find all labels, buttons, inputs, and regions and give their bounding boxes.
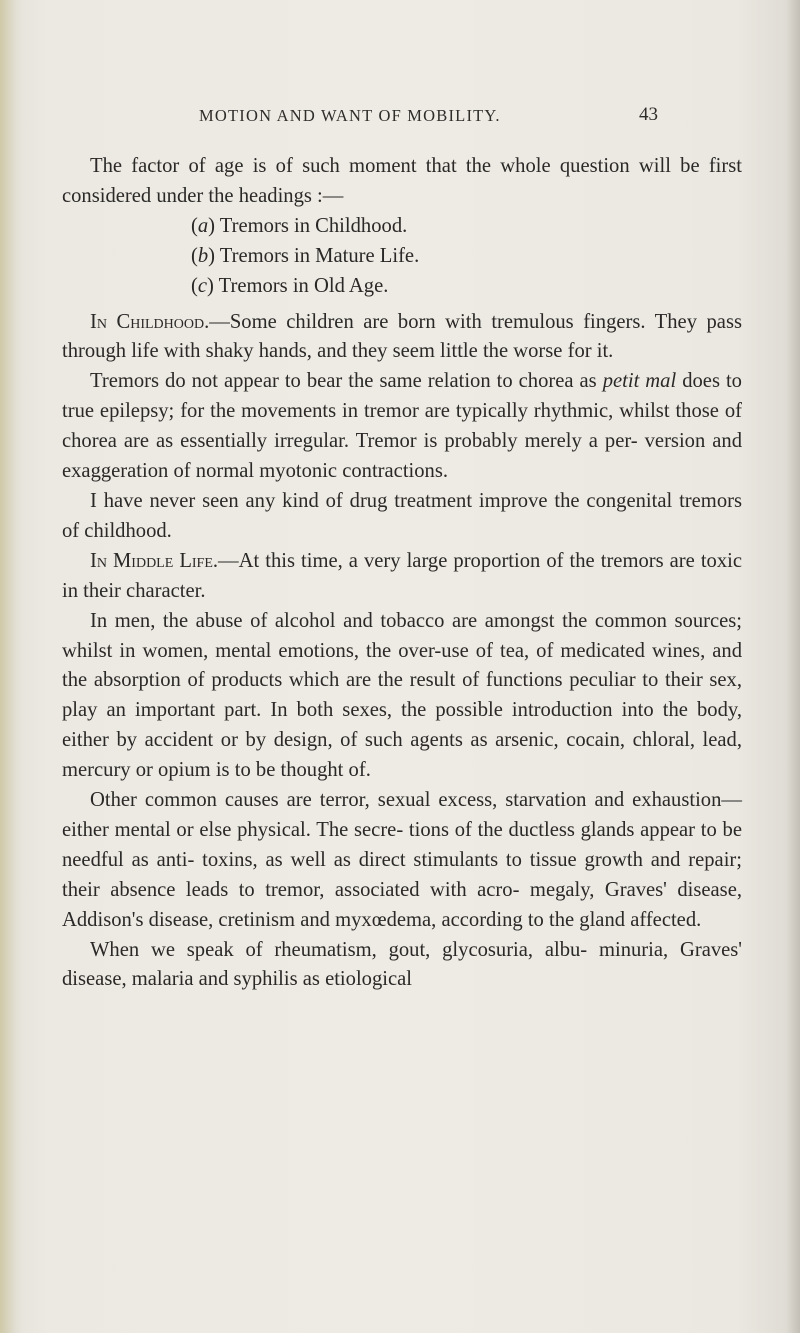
childhood-text: —Some children are born with tremulous fingers. They pass through life with shaky hands, and they seem little the worse for it. [62, 310, 742, 363]
middle-life-text: —At this time, a very large proportion of the tremors are toxic in their character. [62, 549, 742, 602]
chorea-text-start: Tremors do not appear to bear the same relation to chorea as [90, 370, 603, 393]
intro-paragraph: The factor of age is of such moment that the whole question will be first considered under the headings :— [62, 155, 742, 207]
page-header [0, 106, 800, 128]
section-heading-childhood: In Childhood. [90, 310, 210, 333]
list-letter: c [197, 274, 207, 297]
drug-treatment-paragraph: I have never seen any kind of drug treatment improve the congenital tremors of childhood. [62, 489, 742, 542]
list-item-text: Tremors in Childhood. [219, 214, 408, 237]
page-right-edge-shadow [786, 0, 800, 1333]
childhood-paragraph [62, 308, 742, 368]
list-item-text: Tremors in Old Age. [218, 274, 389, 297]
chorea-text-end: does to true epilepsy; for the movements in tremor are typically rhythmic, whilst those of chorea are as essentially irregular. Tremor is probably merely a per- version and exaggeration of normal myotonic contractions. [62, 370, 742, 483]
page-left-edge-shadow [0, 0, 22, 1333]
body-text [62, 152, 742, 995]
other-causes-paragraph: Other common causes are terror, sexual excess, starvation and exhaustion—either mental or else physical. The secre- tions of the ductless glands appear to be needful as anti- toxins, as well as direct stimulants to tissue growth and repair; their absence leads to tremor, associated with acro- megaly, Graves' disease, Addison's disease, cretinism and myxœdema, according to the gland affected. [62, 789, 742, 931]
chorea-paragraph [62, 367, 742, 487]
list-item: (a) Tremors in Childhood. [191, 214, 408, 237]
etiological-paragraph: When we speak of rheumatism, gout, glycosuria, albu- minuria, Graves' disease, malaria and syphilis as etiological [62, 938, 742, 991]
running-head: MOTION AND WANT OF MOBILITY. [199, 106, 501, 125]
middle-life-paragraph [62, 547, 742, 607]
list-item: (b) Tremors in Mature Life. [191, 244, 420, 267]
page-number: 43 [639, 104, 658, 125]
toxic-sources-paragraph: In men, the abuse of alcohol and tobacco are amongst the common sources; whilst in women, mental emotions, the over-use of tea, of medicated wines, and the absorption of products which are the result of functions peculiar to their sex, play an important part. In both sexes, the possible introduction into the body, either by accident or by design, of such agents as arsenic, cocain, chloral, lead, mercury or opium is to be thought of. [62, 609, 742, 782]
section-heading-middle-life: In Middle Life. [90, 549, 219, 572]
list-item-text: Tremors in Mature Life. [219, 244, 420, 267]
petit-mal-term: petit mal [602, 370, 677, 393]
list-item: (c) Tremors in Old Age. [191, 274, 389, 297]
list-letter: b [197, 244, 209, 267]
headings-list [62, 212, 742, 302]
list-letter: a [197, 214, 209, 237]
